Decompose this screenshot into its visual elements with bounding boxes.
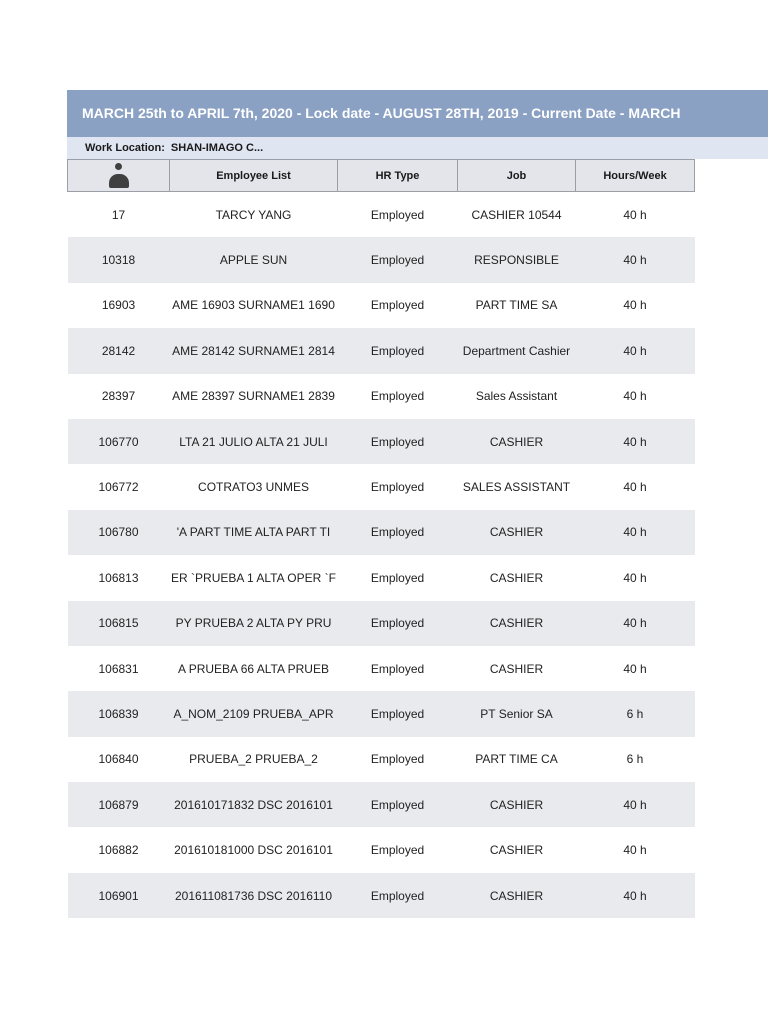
work-location-bar <box>67 137 768 159</box>
employee-id-cell: 10318 <box>68 237 170 282</box>
employee-name-cell: PY PRUEBA 2 ALTA PY PRU <box>170 601 338 646</box>
hours-cell: 40 h <box>576 782 695 827</box>
id-column-header[interactable] <box>68 160 170 192</box>
employee-id-cell: 106839 <box>68 691 170 736</box>
job-cell: CASHIER <box>489 661 544 676</box>
employee-name-cell: 'A PART TIME ALTA PART TI <box>170 510 338 555</box>
job-cell: CASHIER <box>458 873 576 918</box>
employee-table <box>67 159 695 918</box>
hr-type-cell: Employed <box>338 601 458 646</box>
hr-type-cell: Employed <box>338 510 458 555</box>
table-row[interactable] <box>68 691 695 736</box>
table-row[interactable] <box>68 328 695 373</box>
hr-type-cell: Employed <box>370 389 425 404</box>
employee-name-cell: 201610181000 DSC 2016101 <box>174 843 333 858</box>
person-icon <box>107 163 131 189</box>
table-header-row <box>68 160 695 192</box>
job-cell: Department Cashier <box>458 328 576 373</box>
table-row[interactable] <box>68 646 695 691</box>
table-row[interactable] <box>68 873 695 918</box>
employee-id-cell: 17 <box>111 207 126 222</box>
hours-cell: 40 h <box>623 843 647 858</box>
job-cell: CASHIER <box>458 601 576 646</box>
job-cell: CASHIER <box>489 843 544 858</box>
job-cell: CASHIER <box>458 510 576 555</box>
table-row[interactable] <box>68 283 695 328</box>
work-location-label: Work Location: <box>85 142 165 154</box>
employee-id-cell: 106879 <box>68 782 170 827</box>
employee-name-cell: 201610171832 DSC 2016101 <box>170 782 338 827</box>
table-row[interactable] <box>68 555 695 600</box>
table-row[interactable] <box>68 601 695 646</box>
table-row[interactable] <box>68 192 695 238</box>
table-row[interactable] <box>68 237 695 282</box>
employee-name-cell: A PRUEBA 66 ALTA PRUEB <box>178 661 329 676</box>
hours-week-column-header[interactable]: Hours/Week <box>576 160 695 192</box>
hr-type-cell: Employed <box>338 328 458 373</box>
employee-name-cell: LTA 21 JULIO ALTA 21 JULI <box>170 419 338 464</box>
hr-type-cell: Employed <box>370 480 425 495</box>
job-cell: PART TIME CA <box>475 752 558 767</box>
employee-id-cell: 106770 <box>68 419 170 464</box>
employee-id-cell: 106780 <box>68 510 170 555</box>
job-cell: SALES ASSISTANT <box>462 480 571 495</box>
table-row[interactable] <box>68 374 695 419</box>
hr-type-cell: Employed <box>338 691 458 736</box>
employee-id-cell: 16903 <box>101 298 136 313</box>
job-cell: Sales Assistant <box>475 389 558 404</box>
hr-type-cell: Employed <box>338 782 458 827</box>
hours-cell: 40 h <box>576 510 695 555</box>
table-row[interactable] <box>68 464 695 509</box>
hours-cell: 40 h <box>623 570 647 585</box>
employee-name-cell: COTRATO3 UNMES <box>198 480 309 495</box>
employee-id-cell: 106901 <box>68 873 170 918</box>
employee-id-cell: 106813 <box>98 570 139 585</box>
hours-cell: 40 h <box>576 873 695 918</box>
hours-cell: 40 h <box>623 298 647 313</box>
employee-name-cell: AME 16903 SURNAME1 1690 <box>172 298 335 313</box>
hours-cell: 40 h <box>623 661 647 676</box>
hours-cell: 40 h <box>576 237 695 282</box>
employee-id-cell: 106882 <box>98 843 139 858</box>
hr-type-cell: Employed <box>338 419 458 464</box>
employee-id-cell: 106831 <box>98 661 139 676</box>
job-cell: CASHIER 10544 <box>471 207 562 222</box>
hr-type-cell: Employed <box>370 661 425 676</box>
hr-type-cell: Employed <box>338 237 458 282</box>
hours-cell: 40 h <box>576 328 695 373</box>
hours-cell: 40 h <box>623 389 647 404</box>
job-cell: CASHIER <box>458 782 576 827</box>
employee-name-cell: ER `PRUEBA 1 ALTA OPER `F <box>171 570 336 585</box>
employee-name-cell: 201611081736 DSC 2016110 <box>170 873 338 918</box>
date-range-banner: MARCH 25th to APRIL 7th, 2020 - Lock date - AUGUST 28TH, 2019 - Current Date - MARCH <box>67 90 768 137</box>
hr-type-cell: Employed <box>370 752 425 767</box>
employee-name-cell: TARCY YANG <box>215 207 292 222</box>
table-row[interactable] <box>68 827 695 872</box>
job-cell: RESPONSIBLE <box>458 237 576 282</box>
job-cell: CASHIER <box>458 419 576 464</box>
job-cell: PART TIME SA <box>475 298 558 313</box>
employee-id-cell: 106772 <box>98 480 139 495</box>
hours-cell: 6 h <box>626 752 644 767</box>
hours-cell: 40 h <box>623 480 647 495</box>
job-cell: PT Senior SA <box>458 691 576 736</box>
job-column-header[interactable]: Job <box>458 160 576 192</box>
table-row[interactable] <box>68 419 695 464</box>
employee-name-cell: APPLE SUN <box>170 237 338 282</box>
table-row[interactable] <box>68 510 695 555</box>
hr-type-cell: Employed <box>370 843 425 858</box>
employee-id-cell: 28142 <box>68 328 170 373</box>
employee-id-cell: 106840 <box>98 752 139 767</box>
employee-name-cell: AME 28142 SURNAME1 2814 <box>170 328 338 373</box>
job-cell: CASHIER <box>489 570 544 585</box>
hours-cell: 40 h <box>576 419 695 464</box>
hr-type-cell: Employed <box>370 298 425 313</box>
hours-cell: 40 h <box>623 207 647 222</box>
employee-list-column-header[interactable]: Employee List <box>170 160 338 192</box>
employee-name-cell: AME 28397 SURNAME1 2839 <box>172 389 335 404</box>
hr-type-column-header[interactable]: HR Type <box>338 160 458 192</box>
employee-name-cell: A_NOM_2109 PRUEBA_APR <box>170 691 338 736</box>
employee-name-cell: PRUEBA_2 PRUEBA_2 <box>189 752 318 767</box>
hr-type-cell: Employed <box>338 873 458 918</box>
table-row[interactable] <box>68 782 695 827</box>
hours-cell: 40 h <box>576 601 695 646</box>
employee-id-cell: 106815 <box>68 601 170 646</box>
hours-cell: 6 h <box>576 691 695 736</box>
table-row[interactable] <box>68 737 695 782</box>
hr-type-cell: Employed <box>370 207 425 222</box>
employee-id-cell: 28397 <box>101 389 136 404</box>
hr-type-cell: Employed <box>370 570 425 585</box>
work-location-value[interactable]: SHAN-IMAGO C... <box>170 142 264 154</box>
